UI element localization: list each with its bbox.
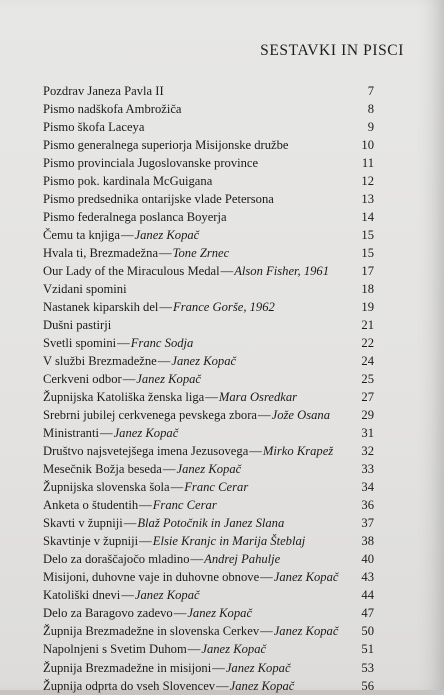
toc-entry [43, 172, 374, 190]
toc-entry-text [43, 388, 297, 406]
toc-entry-page-number: 19 [361, 300, 374, 315]
toc-entry-page-number: 12 [361, 174, 374, 189]
toc-entry-text [43, 496, 217, 514]
toc-entry [43, 316, 374, 334]
toc-entry-dash: — [205, 390, 218, 405]
toc-entry-dash: — [162, 462, 176, 477]
toc-entry-author: Janez Kopač [225, 660, 291, 675]
toc-entry-text [43, 190, 274, 208]
toc-entry [43, 568, 374, 586]
toc-entry-dash: — [249, 444, 262, 459]
toc-entry-dash: — [139, 498, 152, 513]
toc-entry [43, 100, 374, 118]
toc-entry-title: Hvala ti, Brezmadežna [43, 246, 159, 261]
toc-entry-dash: — [99, 426, 113, 441]
toc-entry-text [43, 352, 236, 370]
toc-entry-text [43, 370, 201, 388]
toc-entry-author: Janez Kopač [171, 354, 237, 369]
toc-entry-page-number: 44 [361, 588, 374, 603]
toc-entry-title: Katoliški dnevi [43, 588, 121, 603]
toc-entry [43, 442, 374, 460]
toc-entry-author: Jože Osana [271, 408, 331, 423]
toc-entry-title: Napolnjeni s Svetim Duhom [43, 642, 187, 657]
toc-entry-dash: — [170, 480, 184, 495]
toc-entry-text [43, 568, 338, 586]
toc-entry [43, 82, 374, 100]
toc-entry [43, 514, 374, 532]
toc-entry-text [43, 659, 291, 677]
toc-entry [43, 154, 374, 172]
toc-entry-title: Pismo nadškofa Ambrožiča [43, 102, 182, 117]
toc-entry-title: Vzidani spomini [43, 282, 127, 297]
toc-entry-page-number: 33 [361, 462, 374, 477]
toc-entry-title: Srebrni jubilej cerkvenega pevskega zbora [43, 408, 258, 423]
toc-entry-page-number: 38 [361, 534, 374, 549]
toc-entry-page-number: 15 [361, 246, 374, 261]
toc-entry-dash: — [159, 300, 173, 315]
toc-entry [43, 604, 374, 622]
toc-entry-text [43, 208, 227, 226]
toc-entry [43, 352, 374, 370]
toc-entry-text [43, 460, 241, 478]
toc-entry-title: Nastanek kiparskih del [43, 300, 159, 315]
toc-entry [43, 659, 374, 677]
toc-entry-author: Franc Sodja [130, 336, 194, 351]
toc-entry-page-number: 17 [361, 264, 374, 279]
toc-entry [43, 460, 374, 478]
page-heading: SESTAVKI IN PISCI [260, 42, 404, 59]
toc-entry-dash: — [216, 678, 229, 693]
toc-entry-author: Elsie Kranjc in Marija Šteblaj [152, 534, 306, 549]
toc-entry-dash: — [139, 534, 152, 549]
toc-entry-title: Župnija odprta do vseh Slovencev [43, 678, 216, 693]
toc-entry-title: Društvo najsvetejšega imena Jezusovega [43, 444, 249, 459]
toc-entry-dash: — [157, 354, 171, 369]
toc-entry-text [43, 316, 111, 334]
toc-entry-title: Pismo škofa Laceya [43, 120, 145, 135]
toc-entry-dash: — [120, 228, 134, 243]
toc-entry-title: Anketa o študentih [43, 498, 139, 513]
toc-entry-text [43, 640, 266, 658]
toc-entry [43, 136, 374, 154]
toc-entry-page-number: 51 [361, 642, 374, 657]
toc-entry-author: Mara Osredkar [218, 390, 298, 405]
toc-entry-page-number: 34 [361, 480, 374, 495]
toc-entry-dash: — [220, 264, 234, 279]
toc-entry-author: Blaž Potočnik in Janez Slana [137, 516, 285, 531]
toc-entry-page-number: 8 [367, 102, 374, 117]
toc-entry-title: Delo za doraščajočo mladino [43, 552, 190, 567]
toc-entry-author: Janez Kopač [134, 588, 200, 603]
toc-entry-text [43, 226, 199, 244]
toc-entry-text [43, 550, 280, 568]
toc-entry-author: Andrej Pahulje [204, 552, 281, 567]
toc-entry [43, 244, 374, 262]
toc-entry [43, 388, 374, 406]
toc-entry-page-number: 47 [361, 606, 374, 621]
toc-entry [43, 640, 374, 658]
toc-entry-author: Janez Kopač [201, 642, 267, 657]
toc-entry-page-number: 11 [361, 156, 374, 171]
toc-entry-text [43, 172, 212, 190]
toc-entry-author: Mirko Krapež [262, 444, 334, 459]
toc-entry-text [43, 514, 284, 532]
toc-entry-dash: — [190, 552, 204, 567]
toc-entry-text [43, 118, 144, 136]
toc-entry-title: Cerkveni odbor [43, 372, 122, 387]
toc-entry-page-number: 32 [361, 444, 374, 459]
toc-entry-title: Delo za Baragovo zadevo [43, 606, 173, 621]
toc-entry-author: Alson Fisher, 1961 [234, 264, 330, 279]
toc-entry [43, 208, 374, 226]
toc-entry-page-number: 13 [361, 192, 374, 207]
toc-entry-title: Ministranti [43, 426, 99, 441]
toc-entry-dash: — [159, 246, 172, 261]
toc-entry [43, 406, 374, 424]
toc-entry-text [43, 424, 178, 442]
toc-entry-author: Franc Cerar [152, 498, 217, 513]
toc-entry-text [43, 334, 193, 352]
toc-entry [43, 118, 374, 136]
toc-entry-text [43, 677, 294, 695]
toc-entry [43, 424, 374, 442]
toc-entry-page-number: 50 [361, 624, 374, 639]
toc-entry-page-number: 10 [361, 138, 374, 153]
toc-entry-text [43, 262, 329, 280]
toc-entry-text [43, 154, 258, 172]
toc-entry-text [43, 622, 338, 640]
toc-entry-page-number: 7 [367, 84, 374, 98]
toc-entry-author: Janez Kopač [273, 570, 339, 585]
toc-entry [43, 677, 374, 695]
toc-entry [43, 532, 374, 550]
toc-entry-dash: — [212, 660, 225, 675]
toc-entry-title: Dušni pastirji [43, 318, 112, 333]
toc-entry [43, 226, 374, 244]
toc-entry-title: Svetli spomini [43, 336, 117, 351]
toc-entry-title: Pismo generalnega superiorja Misijonske družbe [43, 138, 289, 153]
toc-entry [43, 622, 374, 640]
toc-entry-text [43, 532, 305, 550]
toc-entry-page-number: 31 [361, 426, 374, 441]
toc-entry-author: Janez Kopač [134, 228, 200, 243]
toc-entry-dash: — [121, 588, 134, 603]
toc-entry-title: Our Lady of the Miraculous Medal [43, 264, 220, 279]
toc-entry-title: Pozdrav Janeza Pavla II [43, 84, 164, 98]
toc-entry-author: Janez Kopač [113, 426, 179, 441]
toc-entry-page-number: 37 [361, 516, 374, 531]
toc-entry-title: Pismo pok. kardinala McGuigana [43, 174, 213, 189]
toc-entry-title: Misijoni, duhovne vaje in duhovne obnove [43, 570, 260, 585]
toc-entry-dash: — [260, 624, 273, 639]
toc-entry [43, 298, 374, 316]
toc-entry [43, 478, 374, 496]
toc-entry-title: Župnijska Katoliška ženska liga [43, 390, 205, 405]
toc-entry-title: Skavti v župniji [43, 516, 123, 531]
toc-entry-page-number: 29 [361, 408, 374, 423]
toc-entry-dash: — [122, 372, 136, 387]
toc-entry-title: Župnijska slovenska šola [43, 480, 170, 495]
toc-entry-author: Janez Kopač [229, 678, 295, 693]
toc-entry-page-number: 53 [361, 660, 374, 675]
toc-entry [43, 586, 374, 604]
toc-entry [43, 550, 374, 568]
toc-entry-author: Janez Kopač [136, 372, 201, 387]
toc-entry [43, 496, 374, 514]
toc-entry [43, 370, 374, 388]
toc-entry-author: Tone Zrnec [172, 246, 230, 261]
toc-entry-title: Skavtinje v župniji [43, 534, 139, 549]
toc-entry-page-number: 22 [361, 336, 374, 351]
toc-entry [43, 280, 374, 298]
toc-entry-text [43, 406, 330, 424]
toc-entry-dash: — [117, 336, 130, 351]
toc-entry-title: Čemu ta knjiga [43, 228, 120, 243]
toc-entry-text [43, 244, 229, 262]
toc-entry-page-number: 27 [361, 390, 374, 405]
toc-entry-author: France Gorše, 1962 [173, 300, 275, 315]
table-of-contents [43, 82, 374, 695]
toc-entry-title: Mesečnik Božja beseda [43, 462, 162, 477]
toc-entry-title: Pismo predsednika ontarijske vlade Petersona [43, 192, 274, 207]
toc-entry-dash: — [123, 516, 137, 531]
toc-entry-text [43, 604, 252, 622]
toc-entry-dash: — [187, 642, 201, 657]
toc-entry-page-number: 24 [361, 354, 374, 369]
toc-entry-author: Janez Kopač [273, 624, 339, 639]
toc-entry-dash: — [173, 606, 187, 621]
toc-entry-author: Franc Cerar [184, 480, 249, 495]
toc-entry-page-number: 36 [361, 498, 374, 513]
toc-entry-page-number: 25 [361, 372, 374, 387]
toc-entry-text [43, 442, 333, 460]
toc-entry-text [43, 82, 164, 100]
toc-entry-page-number: 18 [361, 282, 374, 297]
toc-entry-dash: — [260, 570, 273, 585]
toc-entry-page-number: 14 [361, 210, 374, 225]
toc-entry-author: Janez Kopač [187, 606, 253, 621]
toc-entry-title: Pismo provinciala Jugoslovanske province [43, 156, 259, 171]
toc-entry-title: Pismo federalnega poslanca Boyerja [43, 210, 227, 225]
toc-entry-text [43, 136, 289, 154]
toc-entry-text [43, 586, 200, 604]
toc-entry-author: Janez Kopač [176, 462, 242, 477]
toc-entry-title: Župnija Brezmadežne in slovenska Cerkev [43, 624, 260, 639]
toc-entry-dash: — [258, 408, 271, 423]
toc-entry-text [43, 280, 127, 298]
toc-entry-text [43, 478, 248, 496]
toc-entry-text [43, 298, 275, 316]
toc-entry-title: V službi Brezmadežne [43, 354, 157, 369]
toc-entry-page-number: 40 [361, 552, 374, 567]
toc-entry-text [43, 100, 182, 118]
toc-entry-page-number: 9 [367, 120, 374, 135]
toc-entry-page-number: 43 [361, 570, 374, 585]
toc-entry-page-number: 15 [361, 228, 374, 243]
toc-entry-page-number: 21 [361, 318, 374, 333]
toc-entry-title: Župnija Brezmadežne in misijoni [43, 660, 212, 675]
toc-entry-page-number: 56 [361, 678, 374, 693]
toc-entry [43, 334, 374, 352]
toc-entry [43, 262, 374, 280]
toc-entry [43, 190, 374, 208]
